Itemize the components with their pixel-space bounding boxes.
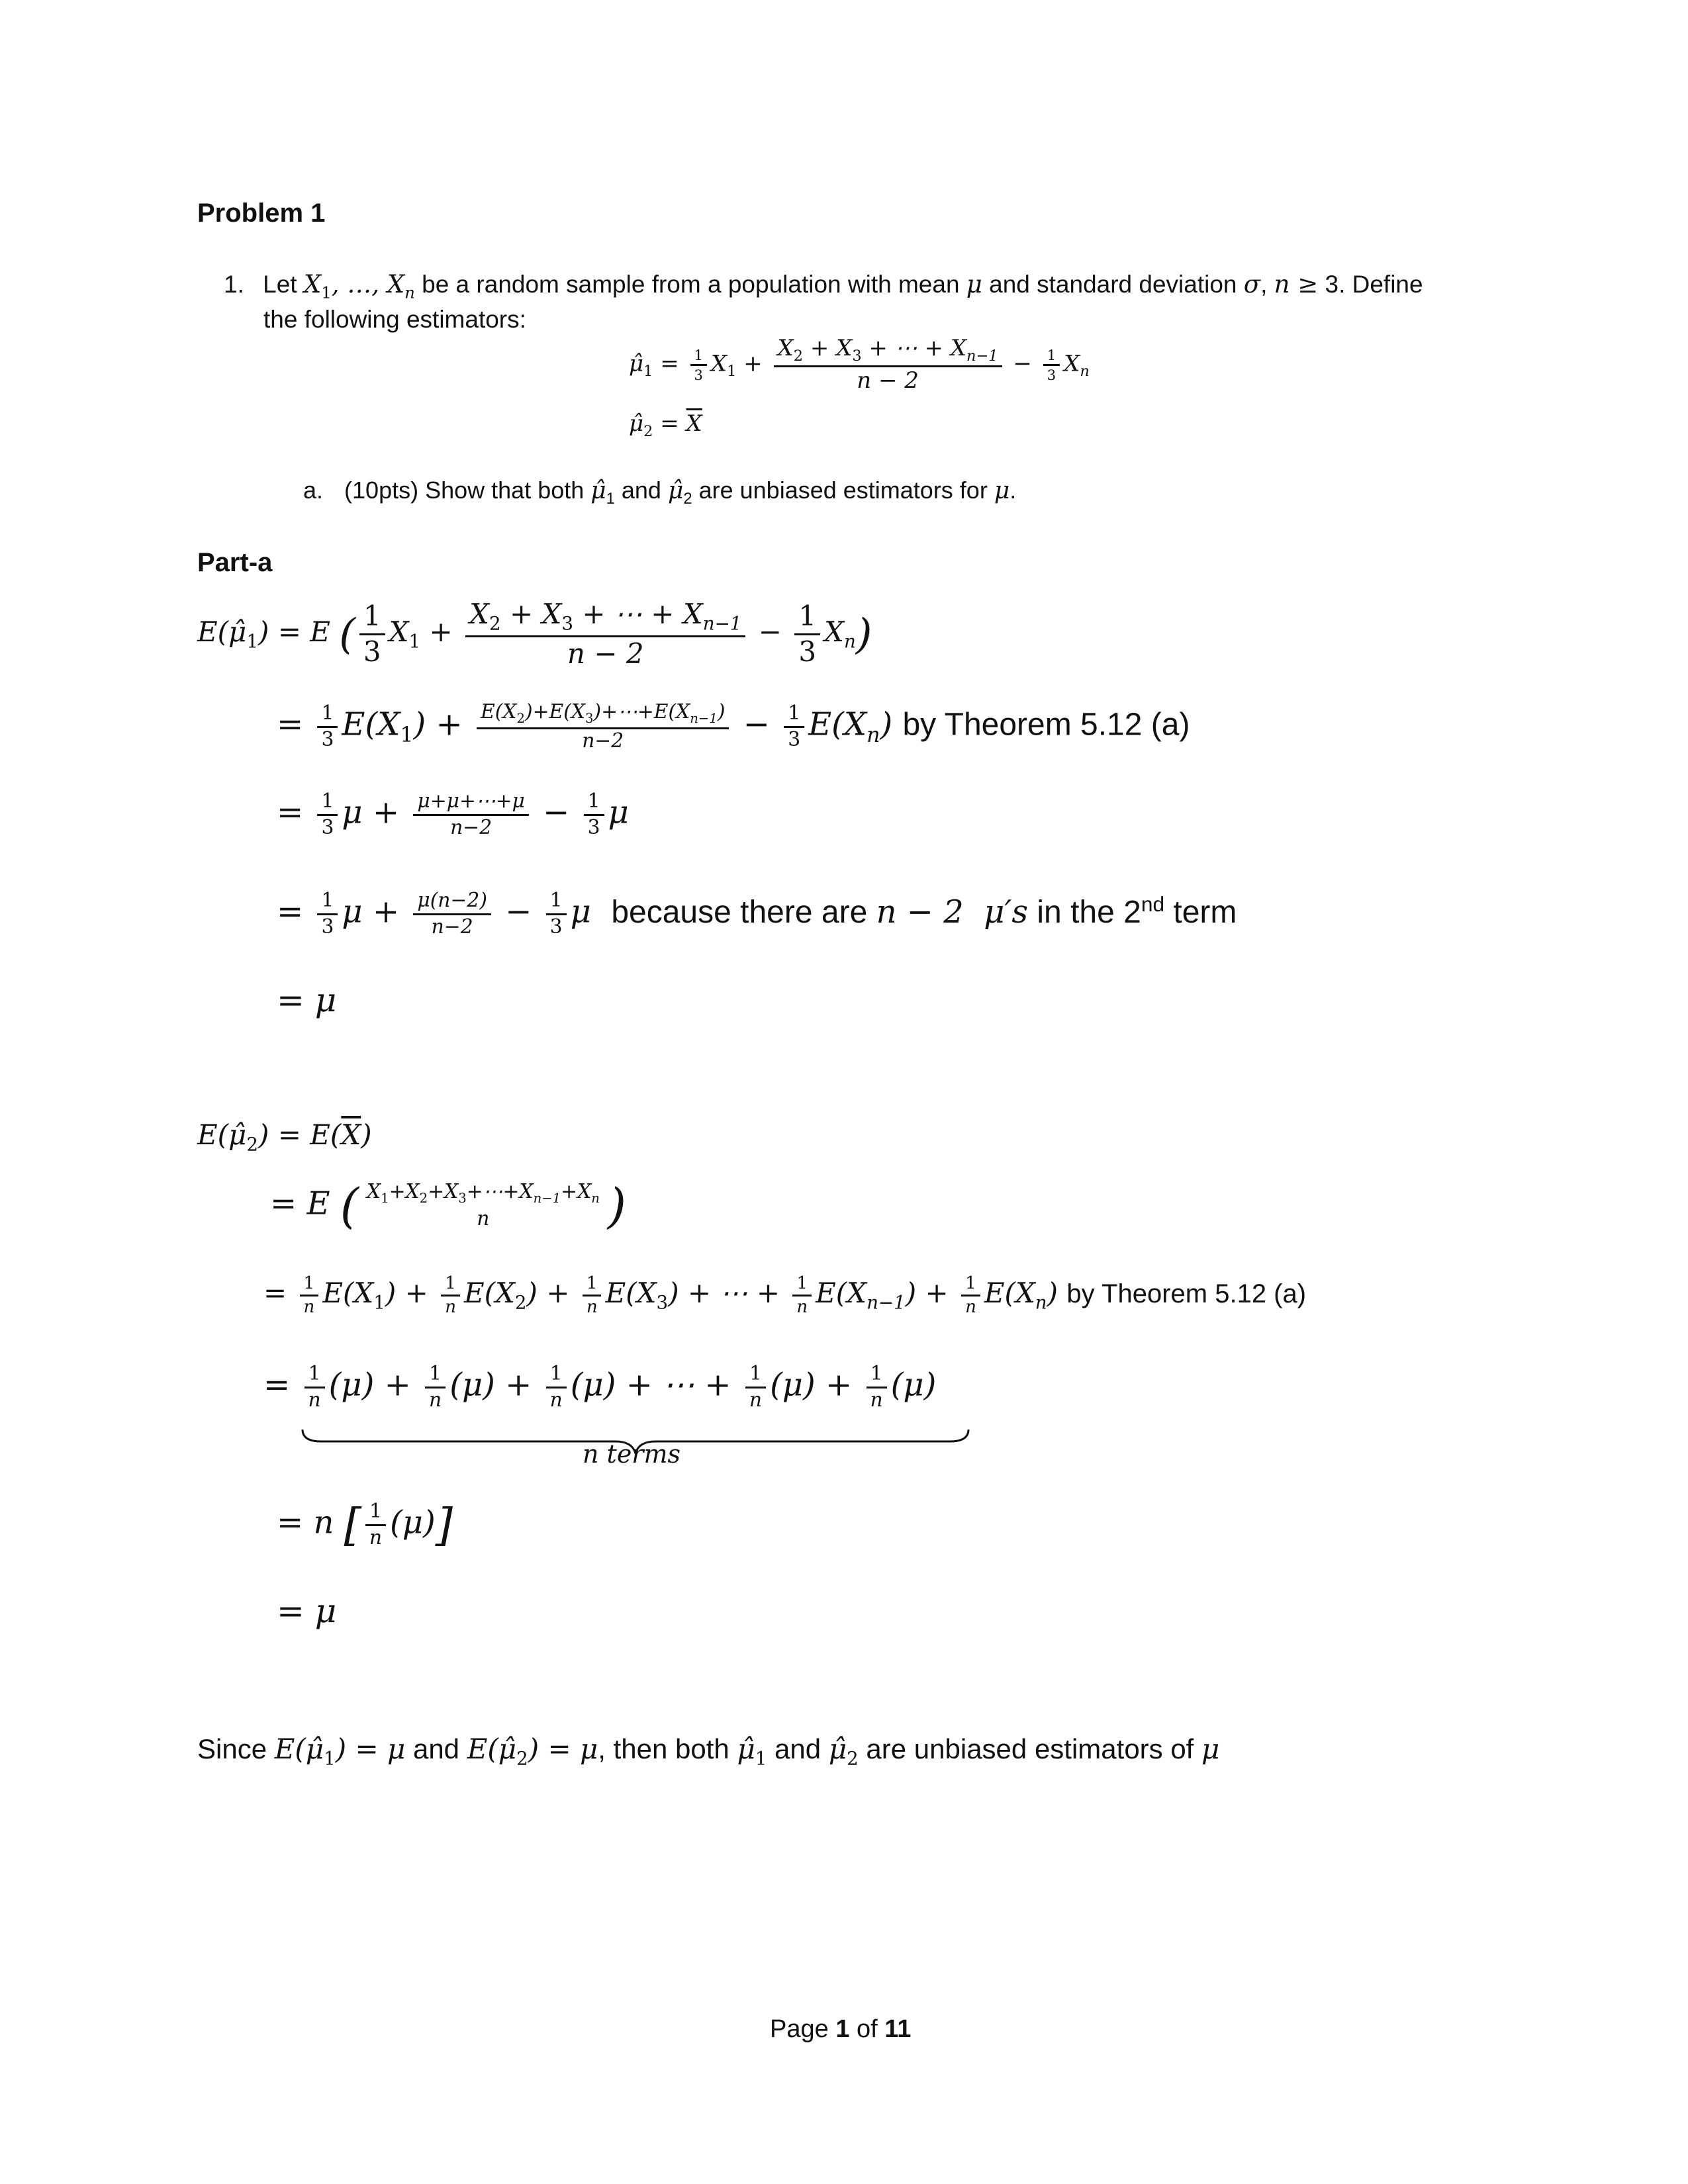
problem-statement <box>224 270 1423 302</box>
deriv1-line3: = $\frac{1}{3}$ μ + $\frac{\mu+\mu+\cdots+\mu}{n-2}$ − $\frac{1}{3}$ μ <box>277 790 629 839</box>
theorem-ref-1: by Theorem 5.12 (a) <box>902 707 1190 743</box>
deriv1-result: = μ <box>277 981 337 1019</box>
page-total: 11 <box>884 2015 912 2043</box>
deriv2-line5: = n [ $\frac{1}{n}$ (μ)] <box>277 1499 453 1551</box>
conclusion: Since $E(\mû_1) = \mu$ and $E(\mû_2) = \mu$, then both $\mû_1$ and $\mû_2$ are unbiased estimators of μ <box>197 1733 1220 1770</box>
estimator-mu2: $\mû_2 = \overline{X}$ <box>629 410 702 440</box>
deriv1-line1: $E(\mû_1) = E$ ( $\frac{1}{3}$ $X_1$ + $\frac{X_2 + X_3 + \cdots + X_{n-1}}{n - 2}$ − $\frac{1}{3}$ $X_n$) <box>197 598 872 670</box>
deriv2-result: = μ <box>277 1592 337 1630</box>
section-label: Part-a <box>197 548 273 577</box>
deriv2-line4: = $\frac{1}{n}$ (μ) + $\frac{1}{n}$ (μ) + $\frac{1}{n}$ (μ) + ⋯ + $\frac{1}{n}$ (μ) + $\frac{1}{n}$ (μ) <box>263 1362 937 1412</box>
deriv1-line4: = $\frac{1}{3}$ μ + $\frac{\mu(n-2)}{n-2}$ − $\frac{1}{3}$ μ because there are n − 2 μ′s in the 2nd term <box>277 889 1237 938</box>
estimator-mu1: $\mû_1$ = $\frac{1}{3}$ $X_1$ + $\frac{X_2 + X_3 + \cdots + X_{n-1}}{n - 2}$ − $\frac{1}{3}$ $X_n$ <box>629 335 1090 394</box>
statement-line2: the following estimators: <box>263 306 526 333</box>
deriv2-line2: = E ( $X_1+X_2+X_3+\cdots+X_{n-1}+X_n$ n ) <box>270 1178 626 1234</box>
deriv2-line3: = $\frac{1}{n}$ $E(X_1)$ + $\frac{1}{n}$ $E(X_2)$ + $\frac{1}{n}$ $E(X_3)$ + ⋯ + $\frac{1}{n}$ $E(X_{n-1})$ + $\frac{1}{n}$ $E(X_n)$ by Theorem 5.12 (a) <box>263 1273 1307 1317</box>
underbrace-label: n terms <box>583 1439 681 1469</box>
page-current: 1 <box>835 2015 850 2043</box>
deriv1-line2: = $\frac{1}{3}$ $E(X_1)$ + $\frac{E(X_2)+E(X_3)+\cdots+E(X_{n-1})}{n-2}$ − $\frac{1}{3}$ $E(X_n)$ by Theorem 5.12 (a) <box>277 700 1190 752</box>
part-a-label: a. <box>303 477 324 504</box>
statement-text: Let $X_1$, …, $X_n$ be a random sample from a population with mean μ and standard deviation σ, n ≥ 3. Define <box>263 270 1423 302</box>
page-title: Problem 1 <box>197 199 326 228</box>
theorem-ref-2: by Theorem 5.12 (a) <box>1066 1279 1307 1309</box>
because-text: because there are n − 2 μ′s in the 2nd term <box>611 891 1237 931</box>
problem-number: 1. <box>224 271 244 298</box>
deriv2-line1: $E(\mû_2) = E(\overline{X})$ <box>197 1118 372 1156</box>
page-number: Page 1 of 11 <box>770 2015 912 2043</box>
part-a-question: a. (10pts) Show that both $\mû_1$ and $\mû_2$ are unbiased estimators for μ. <box>303 477 1017 508</box>
